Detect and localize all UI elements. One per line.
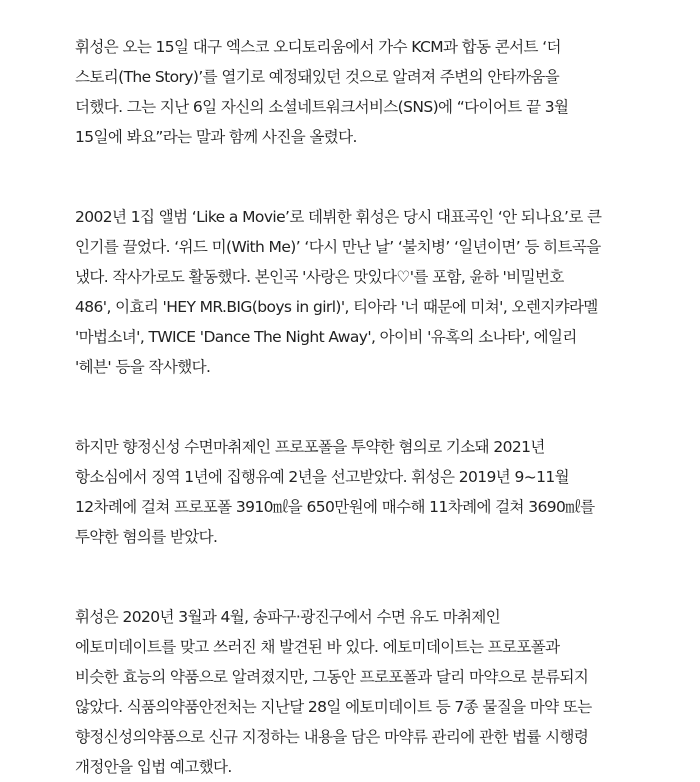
paragraph-4 [75,602,640,782]
text-line: 스토리(The Story)’를 열기로 예정돼있던 것으로 알려져 주변의 안타까움을 [75,68,560,86]
text-line: 휘성은 오는 15일 대구 엑스코 오디토리움에서 가수 KCM과 합동 콘서트 ‘더 [75,38,561,56]
text-line: 더했다. 그는 지난 6일 자신의 소셜네트워크서비스(SNS)에 “다이어트 끝 3월 [75,98,569,116]
paragraph-2 [75,202,640,382]
text-line: 15일에 봐요”라는 말과 함께 사진을 올렸다. [75,128,357,146]
text-line: 인기를 끌었다. ‘위드 미(With Me)’ ‘다시 만난 날’ ‘불치병’ ‘일년이면’ 등 히트곡을 [75,238,601,256]
text-line: 비슷한 효능의 약품으로 알려졌지만, 그동안 프로포폴과 달리 마약으로 분류되지 [75,668,589,686]
text-line: 냈다. 작사가로도 활동했다. 본인곡 '사랑은 맛있다♡'를 포함, 윤하 '비밀번호 [75,268,564,286]
text-line: 2002년 1집 앨범 ‘Like a Movie’로 데뷔한 휘성은 당시 대표곡인 ‘안 되나요’로 큰 [75,208,602,226]
text-line: 에토미데이트를 맞고 쓰러진 채 발견된 바 있다. 에토미데이트는 프로포폴과 [75,638,560,656]
text-line: 휘성은 2020년 3월과 4월, 송파구·광진구에서 수면 유도 마취제인 [75,608,501,626]
text-line: '헤븐' 등을 작사했다. [75,358,211,376]
text-line: 투약한 혐의를 받았다. [75,528,218,546]
text-line: 486', 이효리 'HEY MR.BIG(boys in girl)', 티아라 '너 때문에 미쳐', 오렌지캬라멜 [75,298,598,316]
text-line: 하지만 향정신성 수면마취제인 프로포폴을 투약한 혐의로 기소돼 2021년 [75,438,545,456]
text-line: '마법소녀', TWICE 'Dance The Night Away', 아이비 '유혹의 소나타', 에일리 [75,328,577,346]
text-line: 항소심에서 징역 1년에 집행유예 2년을 선고받았다. 휘성은 2019년 9~11월 [75,468,570,486]
text-line: 개정안을 입법 예고했다. [75,758,232,776]
text-line: 않았다. 식품의약품안전처는 지난달 28일 에토미데이트 등 7종 물질을 마약 또는 [75,698,592,716]
text-line: 12차례에 걸쳐 프로포폴 3910㎖을 650만원에 매수해 11차례에 걸쳐 3690㎖를 [75,498,595,516]
paragraph-1 [75,32,640,152]
text-line: 향정신성의약품으로 신규 지정하는 내용을 담은 마약류 관리에 관한 법률 시행령 [75,728,589,746]
article-body [75,32,640,782]
paragraph-3 [75,432,640,552]
